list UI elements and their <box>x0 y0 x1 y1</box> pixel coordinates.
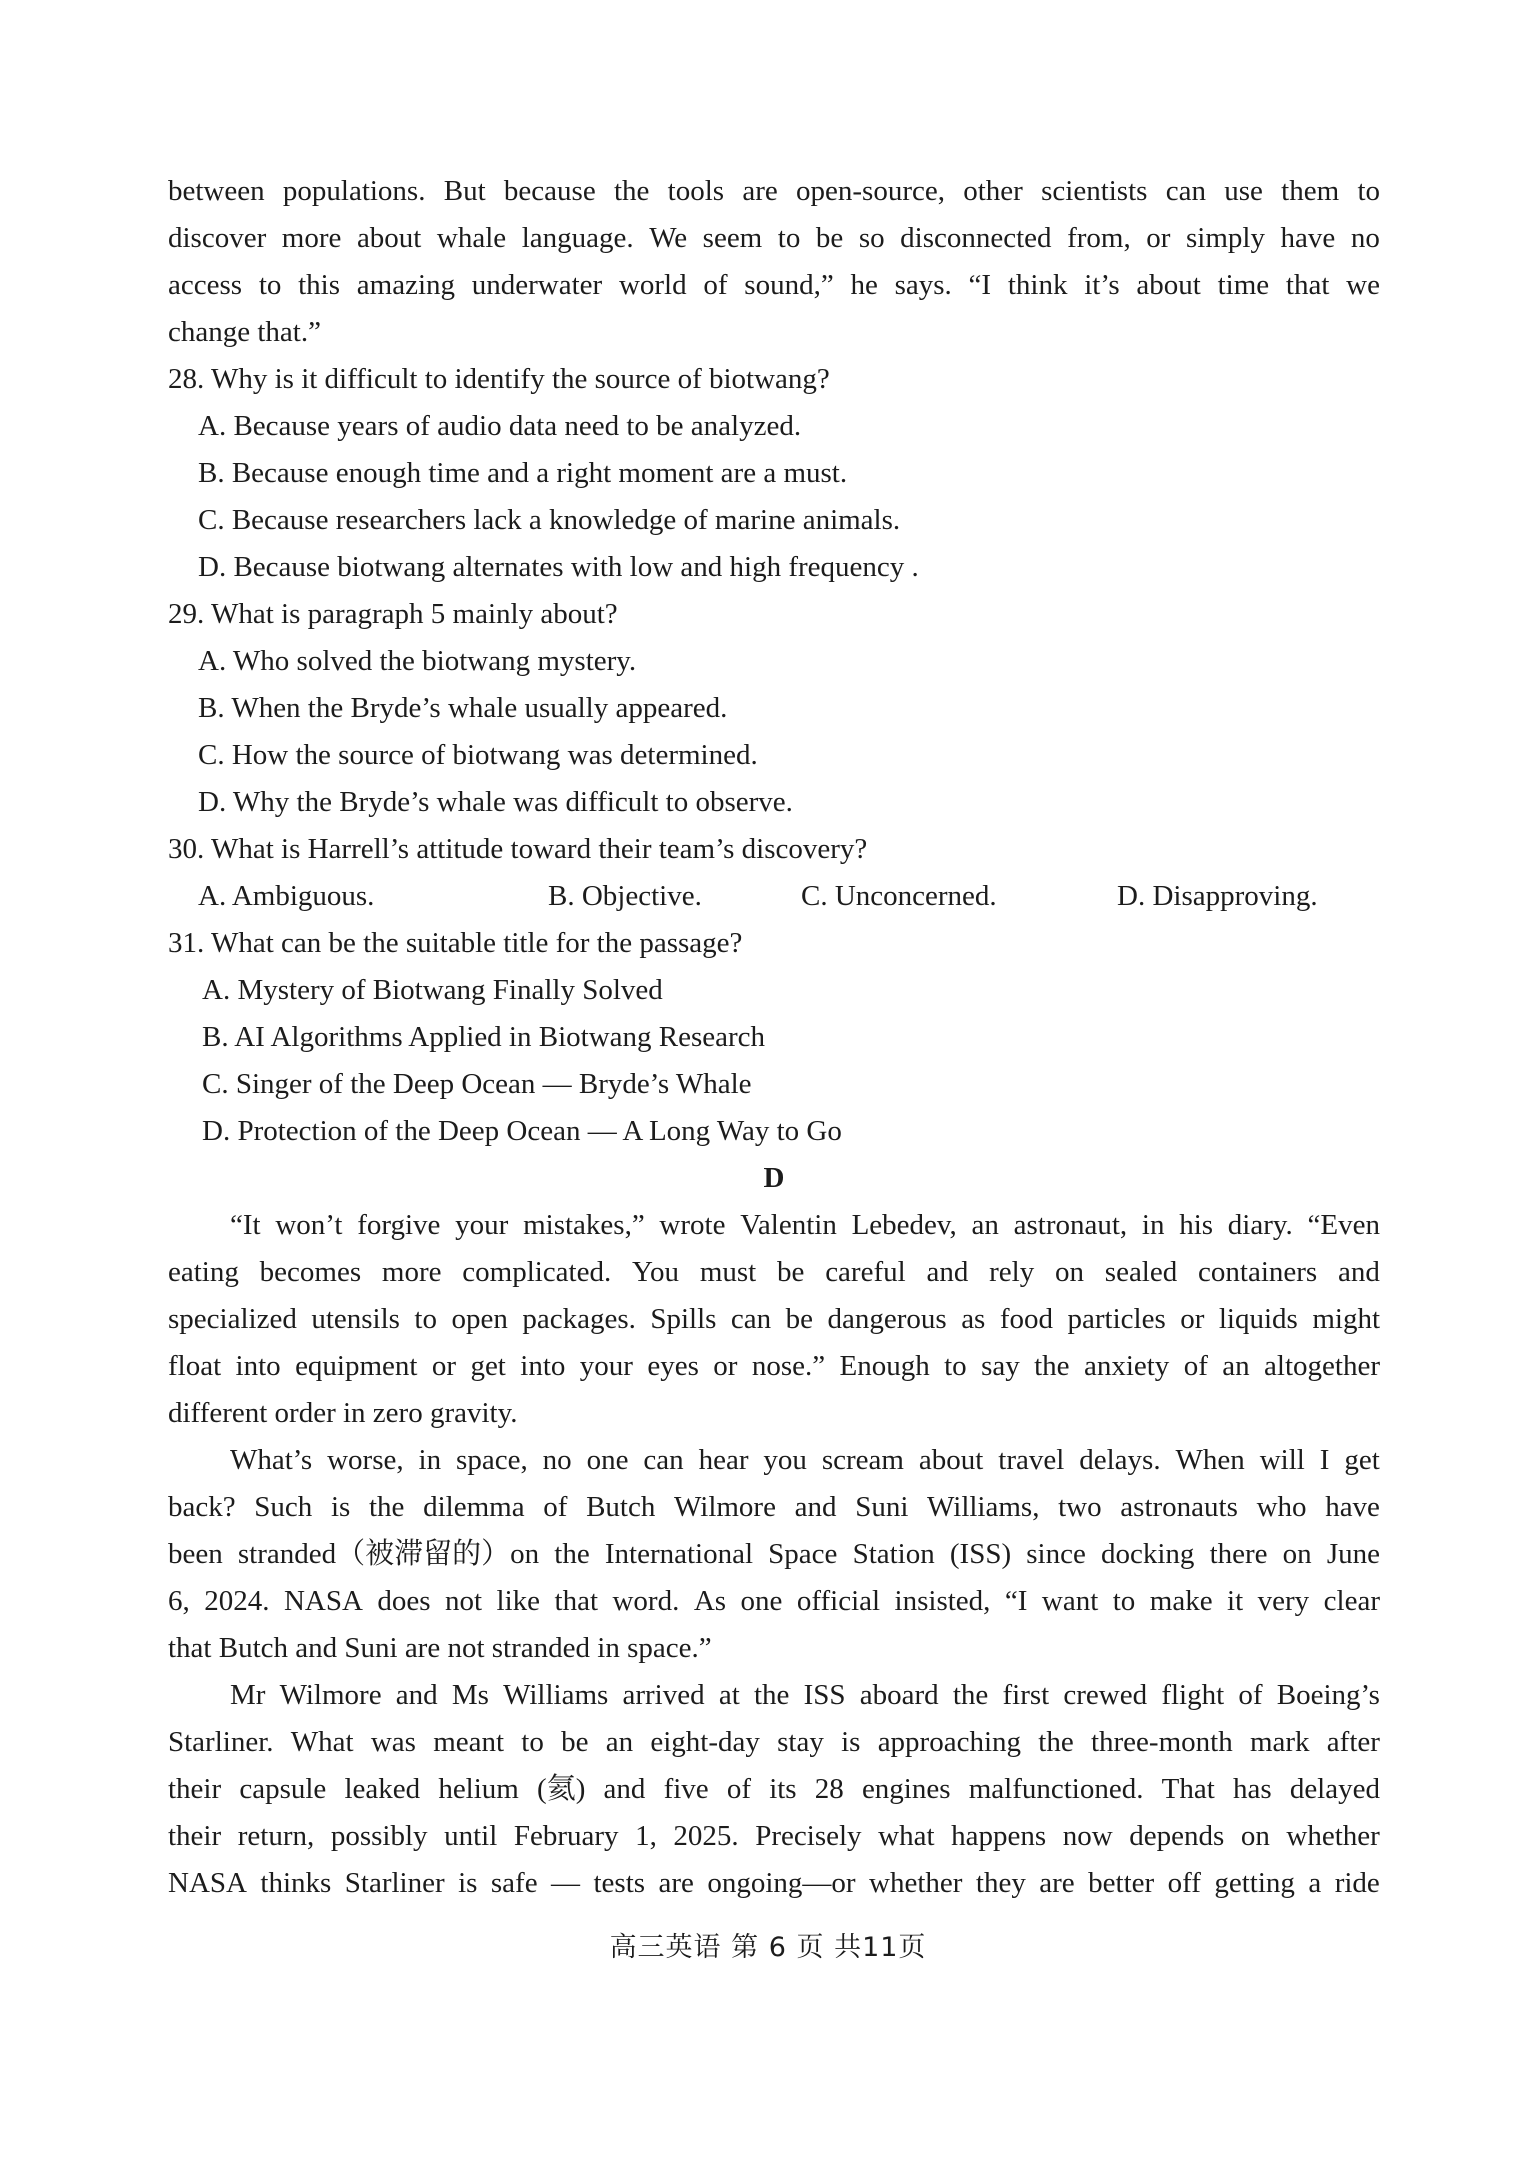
word: thinks <box>260 1867 332 1899</box>
word: return, <box>237 1820 315 1852</box>
word: is <box>841 1726 861 1758</box>
word: is <box>330 1491 351 1523</box>
word: complicated. <box>462 1256 612 1288</box>
word: not <box>445 1585 483 1617</box>
word: access <box>168 269 243 301</box>
word: of <box>703 269 728 301</box>
paragraph-line <box>168 262 1380 309</box>
word: As <box>693 1585 727 1617</box>
word: discover <box>168 222 267 254</box>
word: Lebedev, <box>851 1209 957 1241</box>
word: NASA <box>283 1585 363 1617</box>
section-heading: D <box>763 1162 785 1194</box>
word: float <box>168 1350 222 1382</box>
word: now <box>1062 1820 1113 1852</box>
word: the <box>1034 1350 1070 1382</box>
word: after <box>1326 1726 1380 1758</box>
word: Wilmore <box>279 1679 382 1711</box>
word: That <box>1161 1773 1215 1805</box>
word: of <box>1238 1679 1263 1711</box>
word: have <box>1280 222 1336 254</box>
word: to <box>1357 175 1380 207</box>
word: food <box>999 1303 1054 1335</box>
word: off <box>1167 1867 1201 1899</box>
word: Butch <box>586 1491 656 1523</box>
word: — <box>551 1867 581 1899</box>
question-stem: 30. What is Harrell’s attitude toward their team’s discovery? <box>168 833 868 865</box>
word: whether <box>869 1867 963 1899</box>
word: was <box>370 1726 416 1758</box>
word: there <box>1209 1538 1268 1570</box>
word: containers <box>1198 1256 1318 1288</box>
word: utensils <box>311 1303 400 1335</box>
word: possibly <box>330 1820 428 1852</box>
word: an <box>971 1209 999 1241</box>
word: say <box>981 1350 1020 1382</box>
option-a: A. Who solved the biotwang mystery. <box>198 645 637 677</box>
word: one <box>586 1444 629 1476</box>
word: or <box>1180 1303 1205 1335</box>
word: about <box>356 222 422 254</box>
word: (ISS) <box>949 1538 1012 1570</box>
word: to <box>1112 1585 1136 1617</box>
word: ride <box>1334 1867 1380 1899</box>
word: Suni <box>855 1491 909 1523</box>
word: Valentin <box>740 1209 837 1241</box>
word: to <box>521 1726 544 1758</box>
word: as <box>961 1303 986 1335</box>
word: packages. <box>522 1303 636 1335</box>
option-c: C. How the source of biotwang was determined. <box>198 739 758 771</box>
word: “I <box>1004 1585 1028 1617</box>
exam-page <box>168 168 1380 1907</box>
passage-d-paragraph-2 <box>168 1437 1380 1672</box>
paragraph-line <box>168 215 1380 262</box>
word: simply <box>1186 222 1265 254</box>
paragraph-line <box>168 1719 1380 1766</box>
word: the <box>554 1538 590 1570</box>
word: an <box>1222 1350 1250 1382</box>
word: might <box>1312 1303 1380 1335</box>
word: world <box>618 269 687 301</box>
word: that <box>1285 269 1330 301</box>
word: language. <box>521 222 634 254</box>
word: 6, <box>168 1585 190 1617</box>
word: happens <box>951 1820 1047 1852</box>
continued-paragraph <box>168 168 1380 356</box>
word: delayed <box>1289 1773 1380 1805</box>
word: be <box>815 222 844 254</box>
word: rely <box>989 1256 1035 1288</box>
word: eyes <box>647 1350 699 1382</box>
word: use <box>1224 175 1263 207</box>
word: an <box>605 1726 634 1758</box>
word: your <box>455 1209 509 1241</box>
word: But <box>443 175 486 207</box>
word: Enough <box>839 1350 930 1382</box>
word: docking <box>1100 1538 1195 1570</box>
word: International <box>604 1538 754 1570</box>
word: very <box>1257 1585 1310 1617</box>
word: the <box>368 1491 405 1523</box>
word: eight-day <box>650 1726 760 1758</box>
word: crewed <box>1063 1679 1148 1711</box>
word: or <box>431 1350 457 1382</box>
word: the <box>1038 1726 1074 1758</box>
question-29 <box>168 591 1380 826</box>
question-stem: 28. Why is it difficult to identify the source of biotwang? <box>168 363 830 395</box>
word: of <box>726 1773 752 1805</box>
word: of <box>543 1491 568 1523</box>
word: populations. <box>282 175 426 207</box>
word: to <box>414 1303 437 1335</box>
word: open-source, <box>796 175 945 207</box>
word: and <box>603 1773 646 1805</box>
paragraph-line <box>168 1672 1380 1719</box>
passage-d-paragraph-1 <box>168 1202 1380 1437</box>
word: says. <box>894 269 952 301</box>
word: this <box>298 269 341 301</box>
paragraph-line: different order in zero gravity. <box>168 1397 518 1429</box>
word: Williams, <box>927 1491 1040 1523</box>
paragraph-line <box>168 168 1380 215</box>
word: flight <box>1161 1679 1225 1711</box>
word: wrote <box>659 1209 726 1241</box>
word: to <box>777 222 801 254</box>
word: be <box>785 1303 814 1335</box>
word: amazing <box>356 269 456 301</box>
word: 2024. <box>204 1585 270 1617</box>
word: more <box>281 222 342 254</box>
word: he <box>850 269 878 301</box>
word: NASA <box>168 1867 247 1899</box>
word: the <box>613 175 650 207</box>
word: can <box>730 1303 772 1335</box>
word: can <box>643 1444 684 1476</box>
word: to <box>944 1350 967 1382</box>
word: arrived <box>622 1679 705 1711</box>
option-b: B. Because enough time and a right moment are a must. <box>198 457 848 489</box>
word: and <box>794 1491 837 1523</box>
question-28 <box>168 356 1380 591</box>
word: tools <box>667 175 725 207</box>
word: Station <box>852 1538 935 1570</box>
options-row <box>168 873 1380 920</box>
word: think <box>1007 269 1068 301</box>
option-c: C. Because researchers lack a knowledge of marine animals. <box>198 504 901 536</box>
word: of <box>1183 1350 1208 1382</box>
word: the <box>952 1679 989 1711</box>
paragraph-line <box>168 1813 1380 1860</box>
word: stay <box>777 1726 824 1758</box>
word: so <box>858 222 885 254</box>
word: disconnected <box>900 222 1052 254</box>
word: sound,” <box>744 269 834 301</box>
word: particles <box>1067 1303 1166 1335</box>
option-b: B. When the Bryde’s whale usually appeared. <box>198 692 728 724</box>
word: are <box>742 175 778 207</box>
word: Such <box>254 1491 313 1523</box>
word: meant <box>433 1726 505 1758</box>
word: can <box>1165 175 1206 207</box>
word: be <box>561 1726 589 1758</box>
word: capsule <box>239 1773 327 1805</box>
word: is <box>458 1867 478 1899</box>
word: ISS <box>803 1679 846 1711</box>
word: and <box>395 1679 438 1711</box>
word: liquids <box>1218 1303 1298 1335</box>
word: on <box>1240 1820 1270 1852</box>
word: are <box>658 1867 694 1899</box>
word: are <box>1039 1867 1075 1899</box>
option-d: D. Disapproving. <box>1117 880 1318 912</box>
word: altogether <box>1264 1350 1380 1382</box>
word: because <box>503 175 596 207</box>
word: and <box>926 1256 969 1288</box>
word: about <box>1136 269 1201 301</box>
paragraph-line <box>168 1484 1380 1531</box>
word: better <box>1088 1867 1155 1899</box>
word: malfunctioned. <box>968 1773 1144 1805</box>
word: you <box>763 1444 807 1476</box>
word: their <box>168 1773 222 1805</box>
word: ongoing—or <box>707 1867 856 1899</box>
word: Space <box>768 1538 838 1570</box>
word: Precisely <box>755 1820 862 1852</box>
option-d: D. Why the Bryde’s whale was difficult to observe. <box>198 786 793 818</box>
word: When <box>1175 1444 1245 1476</box>
word: won’t <box>275 1209 343 1241</box>
paragraph-line <box>168 1296 1380 1343</box>
word: and <box>1337 1256 1380 1288</box>
word: two <box>1058 1491 1102 1523</box>
question-30 <box>168 826 1380 920</box>
word: aboard <box>859 1679 939 1711</box>
word: delays. <box>1079 1444 1161 1476</box>
word: 28 <box>814 1773 844 1805</box>
word: getting <box>1214 1867 1295 1899</box>
word: Starliner. <box>168 1726 274 1758</box>
word: or <box>713 1350 738 1382</box>
word: “Even <box>1307 1209 1380 1241</box>
word: their <box>168 1820 222 1852</box>
word: it <box>1227 1585 1244 1617</box>
word: in <box>1141 1209 1165 1241</box>
word: Boeing’s <box>1276 1679 1380 1711</box>
paragraph-line <box>168 1202 1380 1249</box>
word: has <box>1232 1773 1272 1805</box>
word: first <box>1002 1679 1050 1711</box>
word: time <box>1217 269 1270 301</box>
word: back? <box>168 1491 236 1523</box>
word: seem <box>702 222 763 254</box>
word: more <box>381 1256 442 1288</box>
word: scream <box>821 1444 904 1476</box>
paragraph-line <box>168 1766 1380 1813</box>
word: Ms <box>451 1679 489 1711</box>
word: the <box>753 1679 790 1711</box>
question-stem: 31. What can be the suitable title for the passage? <box>168 927 743 959</box>
word: (氦) <box>537 1773 586 1805</box>
word: 1, <box>635 1820 657 1852</box>
word: into <box>235 1350 281 1382</box>
word: “It <box>230 1209 261 1241</box>
passage-d-paragraph-3 <box>168 1672 1380 1907</box>
paragraph-line <box>168 1578 1380 1625</box>
option-c: C. Unconcerned. <box>801 880 997 912</box>
word: Wilmore <box>674 1491 776 1523</box>
word: Starliner <box>344 1867 445 1899</box>
word: forgive <box>357 1209 441 1241</box>
word: will <box>1259 1444 1305 1476</box>
word: your <box>579 1350 633 1382</box>
word: scientists <box>1041 175 1148 207</box>
word: official <box>796 1585 881 1617</box>
word: to <box>258 269 282 301</box>
page-footer: 高三英语 第 6 页 共11页 <box>609 1932 927 1963</box>
word: them <box>1281 175 1340 207</box>
word: on <box>1282 1538 1312 1570</box>
word: whale <box>436 222 507 254</box>
word: in <box>418 1444 442 1476</box>
word: at <box>718 1679 740 1711</box>
word: been <box>168 1538 223 1570</box>
word: until <box>444 1820 498 1852</box>
word: into <box>520 1350 566 1382</box>
word: diary. <box>1227 1209 1293 1241</box>
word: I <box>1319 1444 1330 1476</box>
word: his <box>1179 1209 1214 1241</box>
word: want <box>1041 1585 1099 1617</box>
word: nose.” <box>751 1350 826 1382</box>
word: approaching <box>877 1726 1022 1758</box>
word: specialized <box>168 1303 297 1335</box>
word: on <box>1055 1256 1084 1288</box>
word: does <box>377 1585 431 1617</box>
word: astronaut, <box>1013 1209 1128 1241</box>
word: depends <box>1129 1820 1225 1852</box>
word: one <box>740 1585 783 1617</box>
word: equipment <box>295 1350 418 1382</box>
option-a: A. Ambiguous. <box>198 880 375 912</box>
word: what <box>878 1820 935 1852</box>
option-d: D. Protection of the Deep Ocean — A Long Way to Go <box>202 1115 842 1147</box>
word: no <box>1350 222 1380 254</box>
word: dilemma <box>423 1491 525 1523</box>
word: from, <box>1067 222 1131 254</box>
word: Spills <box>650 1303 717 1335</box>
word: have <box>1325 1491 1380 1523</box>
word: three-month <box>1090 1726 1233 1758</box>
paragraph-line <box>168 1860 1380 1907</box>
word: it’s <box>1084 269 1120 301</box>
word: What <box>290 1726 354 1758</box>
word: get <box>470 1350 506 1382</box>
word: word. <box>612 1585 680 1617</box>
word: clear <box>1323 1585 1380 1617</box>
paragraph-line <box>168 1437 1380 1484</box>
word: we <box>1346 269 1380 301</box>
word: no <box>542 1444 572 1476</box>
word: You <box>632 1256 680 1288</box>
word: between <box>168 175 265 207</box>
word: careful <box>825 1256 906 1288</box>
word: hear <box>698 1444 749 1476</box>
word: like <box>496 1585 541 1617</box>
word: mark <box>1249 1726 1310 1758</box>
word: stranded（被滞留的）on <box>237 1538 540 1570</box>
paragraph-line: change that.” <box>168 316 321 348</box>
word: five <box>663 1773 709 1805</box>
word: since <box>1026 1538 1086 1570</box>
word: safe <box>490 1867 538 1899</box>
word: “I <box>968 269 992 301</box>
option-b: B. AI Algorithms Applied in Biotwang Research <box>202 1021 766 1053</box>
word: whether <box>1286 1820 1380 1852</box>
word: engines <box>861 1773 951 1805</box>
paragraph-line: that Butch and Suni are not stranded in space.” <box>168 1632 712 1664</box>
word: tests <box>593 1867 646 1899</box>
word: dangerous <box>827 1303 947 1335</box>
word: astronauts <box>1120 1491 1238 1523</box>
word: What’s <box>230 1444 313 1476</box>
word: travel <box>998 1444 1065 1476</box>
word: be <box>777 1256 805 1288</box>
paragraph-line <box>168 1531 1380 1578</box>
word: underwater <box>471 269 603 301</box>
option-c: C. Singer of the Deep Ocean — Bryde’s Whale <box>202 1068 752 1100</box>
word: worse, <box>327 1444 404 1476</box>
word: its <box>769 1773 797 1805</box>
word: insisted, <box>894 1585 991 1617</box>
word: they <box>975 1867 1026 1899</box>
word: open <box>451 1303 508 1335</box>
word: who <box>1256 1491 1307 1523</box>
word: helium <box>438 1773 519 1805</box>
word: Williams <box>503 1679 609 1711</box>
word: June <box>1326 1538 1380 1570</box>
word: or <box>1146 222 1171 254</box>
word: leaked <box>344 1773 421 1805</box>
word: mistakes,” <box>523 1209 645 1241</box>
word: space, <box>456 1444 528 1476</box>
word: must <box>699 1256 757 1288</box>
question-stem: 29. What is paragraph 5 mainly about? <box>168 598 618 630</box>
paragraph-line <box>168 1249 1380 1296</box>
word: about <box>918 1444 984 1476</box>
option-d: D. Because biotwang alternates with low and high frequency . <box>198 551 919 583</box>
word: get <box>1344 1444 1380 1476</box>
option-a: A. Mystery of Biotwang Finally Solved <box>202 974 663 1006</box>
word: February <box>513 1820 619 1852</box>
word: Mr <box>230 1679 266 1711</box>
option-a: A. Because years of audio data need to be analyzed. <box>198 410 802 442</box>
word: eating <box>168 1256 239 1288</box>
word: other <box>963 175 1023 207</box>
word: sealed <box>1104 1256 1178 1288</box>
paragraph-line <box>168 1343 1380 1390</box>
option-b: B. Objective. <box>548 880 702 912</box>
word: make <box>1149 1585 1213 1617</box>
word: a <box>1308 1867 1322 1899</box>
word: that <box>554 1585 599 1617</box>
word: 2025. <box>673 1820 739 1852</box>
word: becomes <box>259 1256 362 1288</box>
question-31 <box>168 920 1380 1155</box>
word: anxiety <box>1083 1350 1170 1382</box>
word: We <box>649 222 688 254</box>
